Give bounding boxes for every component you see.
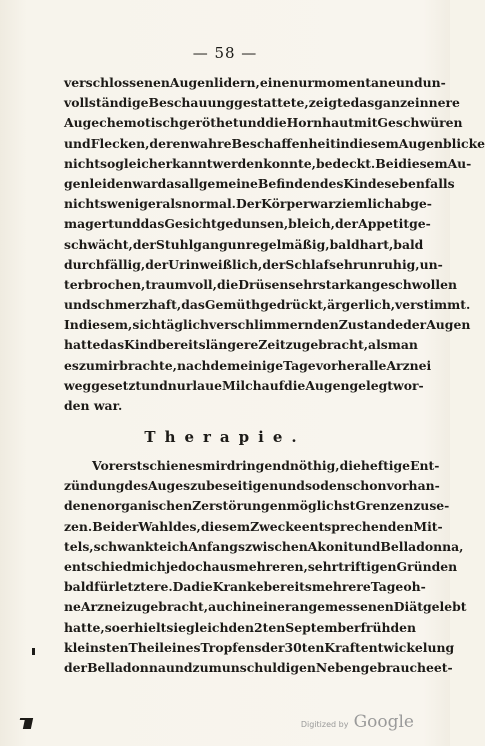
section-heading-therapy: Therapie.	[144, 428, 306, 446]
text-line: nicht sogleich erkannt werden konnte, bedeckt. Bei diesem Au-	[64, 155, 472, 171]
text-line: kleinsten Theil eines Tropfens der 30ten Kraftentwickelung	[64, 639, 455, 655]
text-line: bald für letztere. Da die Kranke bereits mehrere Tage oh-	[64, 579, 426, 595]
text-line: hatte, so erhielt sie gleich den 2ten September früh den	[64, 619, 417, 635]
paragraph-patient-condition	[64, 73, 485, 416]
print-mark	[32, 648, 35, 655]
watermark-brand: Google	[353, 712, 414, 732]
text-line: magert und das Gesicht gedunsen, bleich, der Appetit ge-	[64, 216, 431, 232]
text-line: weggesetzt und nur laue Milch auf die Augen gelegt wor-	[64, 377, 424, 393]
corner-scan-mark	[23, 718, 33, 729]
text-line: vollständige Beschauung gestattete, zeigte das ganze innere	[64, 95, 460, 111]
text-line: In diesem, sich täglich verschlimmernden Zustande der Augen	[64, 317, 471, 333]
watermark-prefix: Digitized by	[300, 720, 349, 729]
text-line: denen organischen Zerstörungen möglichst Grenzen zu se-	[64, 498, 450, 514]
text-line: durchfällig, der Urin weißlich, der Schlaf sehr unruhig, un-	[64, 256, 443, 272]
page-number: — 58 —	[192, 44, 258, 62]
text-line: zen. Bei der Wahl des, diesem Zwecke entsprechenden Mit-	[64, 518, 443, 534]
text-line: es zu mir brachte, nachdem einige Tage vorher alle Arznei	[64, 357, 432, 373]
text-line: tels, schwankte ich Anfangs zwischen Akonit und Belladonna,	[64, 538, 464, 554]
text-line: den war.	[64, 398, 123, 413]
paragraph-therapy	[64, 456, 467, 678]
text-line: Vorerst schien es mir dringend nöthig, die heftige Ent-	[92, 458, 440, 473]
scan-watermark	[301, 712, 414, 732]
text-line: hatte das Kind bereits längere Zeit zugebracht, als man	[64, 337, 418, 353]
text-line: verschlossenen Augenlidern, eine nur momentane und un-	[64, 75, 446, 90]
text-line: terbrochen, traumvoll, die Drüsen sehr stark angeschwollen	[64, 276, 457, 292]
text-line: zündung des Auges zu beseitigen und so den schon vorhan-	[64, 478, 440, 494]
text-line: schwächt, der Stuhlgang unregelmäßig, bald hart, bald	[64, 236, 424, 252]
text-line: entschied mich jedoch aus mehreren, sehr triftigen Gründen	[64, 558, 458, 574]
text-line: genleiden war das allgemeine Befinden des Kindes ebenfalls	[64, 175, 455, 191]
text-line: der Belladonna und zum unschuldigen Nebengebrauche et-	[64, 659, 453, 675]
text-line: nichts weniger als normal. Der Körper war ziemlich abge-	[64, 196, 432, 212]
text-line: Auge chemotisch geröthet und die Hornhaut mit Geschwüren	[64, 115, 463, 131]
text-line: und schmerzhaft, das Gemüth gedrückt, ärgerlich, verstimmt.	[64, 297, 471, 313]
text-line: ne Arznei zugebracht, auch in einer angemessenen Diät gelebt	[64, 599, 467, 615]
text-line: und Flecken, deren wahre Beschaffenheit in diesem Augenblicke	[64, 135, 485, 151]
